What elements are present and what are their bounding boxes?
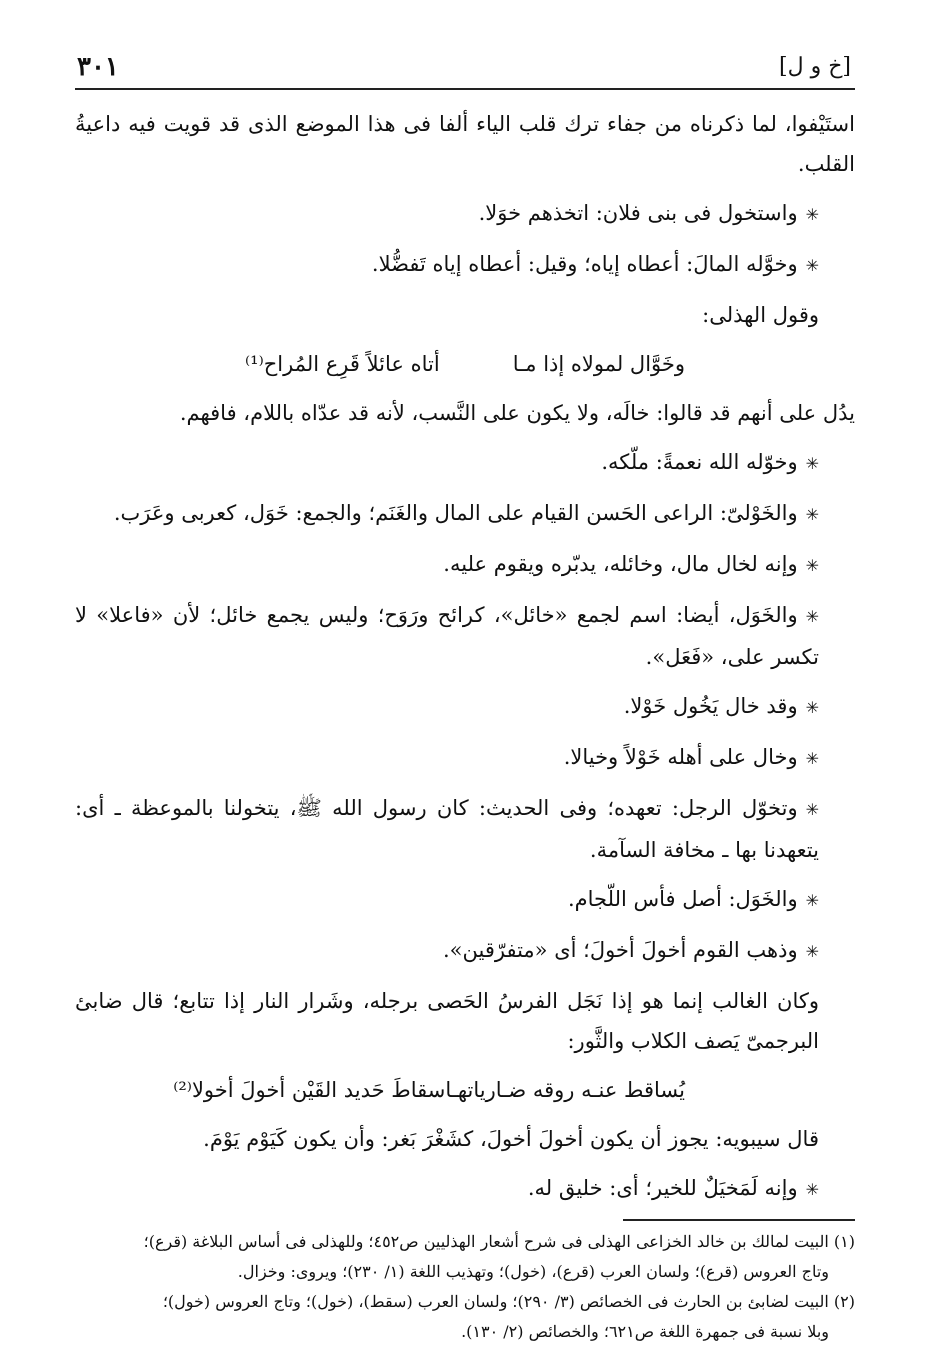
footnote-line: وتاج العروس (قرع)؛ ولسان العرب (قرع)، (خول)؛ وتهذيب اللغة (١/ ٢٣٠)؛ ويروى: وخزال.: [237, 1262, 829, 1281]
entry: [75, 544, 855, 586]
verse-line: [75, 344, 855, 384]
asterisk-icon: [798, 450, 819, 474]
verse-second-hemistich: سقاطَ حَديد القَيْن أخولَ أخولا⁽²⁾: [173, 1078, 446, 1102]
asterisk-icon: [798, 796, 819, 820]
entry-text: والخَوْلىّ: الراعى الحَسن القيام على المال والغَنَم؛ والجمع: خَوَل، كعربى وعَرَب.: [113, 501, 798, 525]
entry: [75, 193, 855, 235]
asterisk-icon: [798, 501, 819, 525]
entry-text: وتخوّل الرجل: تعهده؛ وفى الحديث: كان رسول الله ﷺ، يتخولنا بالموعظة ـ أى: يتعهدنا بها ـ مخافة السآمة.: [75, 796, 819, 862]
document-page: [75, 48, 855, 1348]
entry: [75, 244, 855, 286]
entry: [75, 686, 855, 728]
page-header: [75, 48, 855, 90]
root-letters: [خ و ل]: [779, 54, 851, 79]
verse-second-hemistich: أتاه عائلاً قَرِع المُراح⁽¹⁾: [245, 352, 440, 376]
entry: [75, 737, 855, 779]
entry: [75, 1168, 855, 1210]
footnote-line: وبلا نسبة فى جمهرة اللغة ص٦٢١؛ والخصائص (٢/ ١٣٠).: [461, 1322, 829, 1341]
asterisk-icon: [798, 745, 819, 769]
entry-text: وإنه لَمَخيَلٌ للخير؛ أى: خليق له.: [527, 1176, 798, 1200]
entry-text: والخَوَل: أصل فأس اللّجام.: [567, 887, 798, 911]
asterisk-icon: [798, 552, 819, 576]
entry: [75, 788, 855, 870]
entry: [75, 442, 855, 484]
verse-first-hemistich: وخَوَّال لمولاه إذا مـا: [512, 352, 685, 376]
entry-text: وخوَّله المالَ: أعطاه إياه؛ وقيل: أعطاه إياه تَفضُّلا.: [371, 252, 798, 276]
asterisk-icon: [798, 938, 819, 962]
footnotes: [75, 1227, 855, 1347]
paragraph: وقول الهذلى:: [702, 303, 819, 327]
asterisk-icon: [798, 201, 819, 225]
asterisk-icon: [798, 694, 819, 718]
verse-line: [75, 1070, 855, 1110]
entry: [75, 930, 855, 972]
footnote-line: (٢) البيت لضابئ بن الحارث فى الخصائص (٣/ ٢٩٠)؛ ولسان العرب (سقط)، (خول)؛ وتاج العروس (خول)؛: [162, 1292, 855, 1311]
entry-text: وخال على أهله خَوْلاً وخيالا.: [563, 745, 798, 769]
paragraph: قال سيبويه: يجوز أن يكون أخولَ أخولَ، كشَغْرَ بَغر: وأن يكون كَيَوْم يَوْمَ.: [203, 1127, 819, 1151]
asterisk-icon: [798, 603, 819, 627]
footnote-divider: [623, 1219, 855, 1221]
entry: [75, 595, 855, 677]
entry: [75, 493, 855, 535]
page-number: ٣٠١: [77, 52, 119, 82]
verse-first-hemistich: يُساقط عنـه روقه ضـارياتهـا: [445, 1078, 685, 1102]
entry-text: واستخول فى بنى فلان: اتخذهم خوَلا.: [478, 201, 798, 225]
main-text: [75, 104, 855, 1210]
asterisk-icon: [798, 887, 819, 911]
paragraph: وكان الغالب إنما هو إذا نَجَل الفرسُ الحَصى برجله، وشَرار النار إذا تتابع؛ قال ضابئ البرجمىّ يَصف الكلاب والثَّور:: [75, 989, 819, 1053]
entry-text: وقد خال يَخُول خَوْلا.: [623, 694, 798, 718]
entry: [75, 879, 855, 921]
footnote-line: (١) البيت لمالك بن خالد الخزاعى الهذلى فى شرح أشعار الهذليين ص٤٥٢؛ وللهذلى فى أساس البلاغة (قرع)؛: [143, 1232, 855, 1251]
paragraph: يدُل على أنهم قد قالوا: خالَه، ولا يكون على النَّسب، لأنه قد عدّاه باللام، فافهم.: [179, 401, 855, 425]
asterisk-icon: [798, 252, 819, 276]
entry-text: وإنه لخال مال، وخائله، يدبّره ويقوم عليه.: [443, 552, 798, 576]
entry-text: والخَوَل، أيضا: اسم لجمع «خائل»، كرائح ورَوَح؛ وليس يجمع خائل؛ لأن «فاعلا» لا تكسر على، «فَعَل».: [75, 603, 819, 669]
paragraph: استَيْفوا، لما ذكرناه من جفاء ترك قلب الياء ألفا فى هذا الموضع الذى قد قويت فيه داعيةُ القلب.: [75, 112, 855, 176]
entry-text: وذهب القوم أخولَ أخولَ؛ أى «متفرّقين».: [443, 938, 798, 962]
entry-text: وخوّله الله نعمةً: ملّكه.: [601, 450, 798, 474]
asterisk-icon: [798, 1176, 819, 1200]
